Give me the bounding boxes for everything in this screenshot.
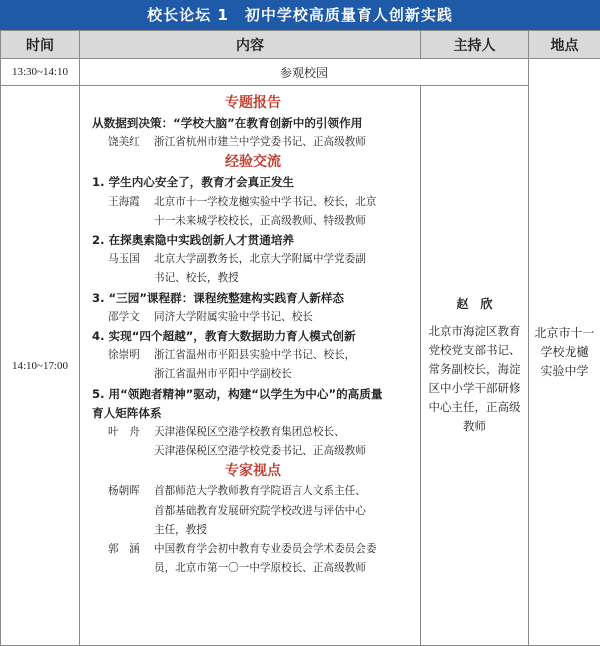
expert-title-line: 首都基础教育发展研究院学校改进与评估中心 — [154, 504, 366, 517]
expert-title-line: 首都师范大学教师教育学院语言人文系主任、 — [154, 485, 366, 498]
exchange-item — [92, 289, 414, 327]
item-title-continued: 育人矩阵体系 — [92, 405, 162, 420]
row1-time: 13:30~14:10 — [1, 59, 80, 86]
speaker-title-line: 北京市十一学校龙樾实验中学书记、校长，北京 — [154, 195, 377, 208]
expert-name: 杨朝晖 — [108, 485, 140, 498]
item-title: 5. 用“领跑者精神”驱动，构建“以学生为中心”的高质量 — [92, 386, 383, 401]
host-title-line: 中心主任，正高级 — [428, 400, 521, 414]
expert — [92, 540, 414, 578]
speaker-title-line: 天津港保税区空港学校教育集团总校长、 — [154, 426, 345, 439]
section-heading-exchange: 经验交流 — [225, 154, 281, 171]
row2-content — [80, 86, 421, 646]
section-heading-experts: 专家视点 — [225, 463, 281, 480]
speaker-name: 饶美红 — [108, 136, 140, 149]
row2-time: 14:10~17:00 — [1, 86, 80, 646]
item-speaker — [92, 308, 414, 327]
expert — [92, 482, 414, 540]
location-line: 北京市十一 — [534, 325, 595, 340]
host-title-line: 教师 — [463, 419, 486, 433]
item-title: 4. 实现“四个超越”，教育大数据助力育人模式创新 — [92, 329, 356, 344]
speaker-title-line: 北京大学副教务长，北京大学附属中学党委副 — [154, 253, 366, 266]
speaker-name: 徐崇明 — [108, 349, 140, 362]
item-speaker — [92, 250, 414, 288]
expert-title-line: 中国教育学会初中教育专业委员会学术委员会委 — [154, 543, 377, 556]
location-line: 实验中学 — [540, 363, 589, 378]
host-title-line: 北京市海淀区教育 — [428, 324, 521, 338]
expert-title-line: 主任，教授 — [154, 523, 207, 536]
speaker-name: 叶 舟 — [108, 426, 140, 439]
expert-title-line: 员，北京市第一〇一中学原校长、正高级教师 — [154, 562, 366, 575]
speaker-title-line: 天津港保税区空港学校党委书记、正高级教师 — [154, 445, 366, 458]
forum-title: 校长论坛 1 初中学校高质量育人创新实践 — [0, 0, 600, 30]
exchange-item — [92, 385, 414, 462]
speaker-name: 王海霞 — [108, 195, 140, 208]
speaker-title-line: 浙江省温州市平阳中学副校长 — [154, 368, 292, 381]
header-content: 内容 — [80, 31, 421, 59]
exchange-item — [92, 327, 414, 385]
header-host: 主持人 — [421, 31, 529, 59]
host-cell — [421, 86, 529, 646]
speaker-title-line: 十一未来城学校校长，正高级教师、特级教师 — [154, 214, 366, 227]
report-title: 从数据到决策：“学校大脑”在教育创新中的引领作用 — [92, 116, 363, 130]
host-title-line: 区中小学干部研修 — [428, 381, 521, 395]
schedule-row-forum — [1, 86, 600, 646]
schedule-table — [0, 30, 600, 646]
item-title: 3. “三园”课程群：课程统整建构实践育人新样态 — [92, 290, 345, 305]
item-title: 2. 在探奥索隐中实践创新人才贯通培养 — [92, 233, 295, 248]
schedule-row-visit — [1, 59, 600, 86]
header-row — [1, 31, 600, 59]
host-title-line: 常务副校长，海淀 — [428, 362, 521, 376]
speaker-title-line: 书记、校长，教授 — [154, 272, 239, 285]
speaker-name: 邵学文 — [108, 310, 140, 323]
header-location: 地点 — [529, 31, 600, 59]
report-speaker — [92, 133, 414, 152]
speaker-title-line: 浙江省杭州市建兰中学党委书记、正高级教师 — [154, 136, 366, 149]
host-title-line: 党校党支部书记、 — [428, 343, 521, 357]
host-name: 赵 欣 — [456, 297, 493, 311]
exchange-item — [92, 173, 414, 231]
expert-name: 郭 涵 — [108, 543, 140, 556]
header-time: 时间 — [1, 31, 80, 59]
item-speaker — [92, 346, 414, 384]
row1-content: 参观校园 — [80, 59, 529, 86]
item-speaker — [92, 423, 414, 461]
item-title: 1. 学生内心安全了，教育才会真正发生 — [92, 175, 295, 190]
speaker-name: 马玉国 — [108, 253, 140, 266]
exchange-item — [92, 231, 414, 289]
location-line: 学校龙樾 — [540, 344, 589, 359]
speaker-title-line: 同济大学附属实验中学书记、校长 — [154, 310, 313, 323]
item-speaker — [92, 193, 414, 231]
section-heading-report: 专题报告 — [225, 95, 281, 111]
location-cell — [529, 59, 600, 646]
speaker-title-line: 浙江省温州市平阳县实验中学书记、校长， — [154, 349, 356, 362]
